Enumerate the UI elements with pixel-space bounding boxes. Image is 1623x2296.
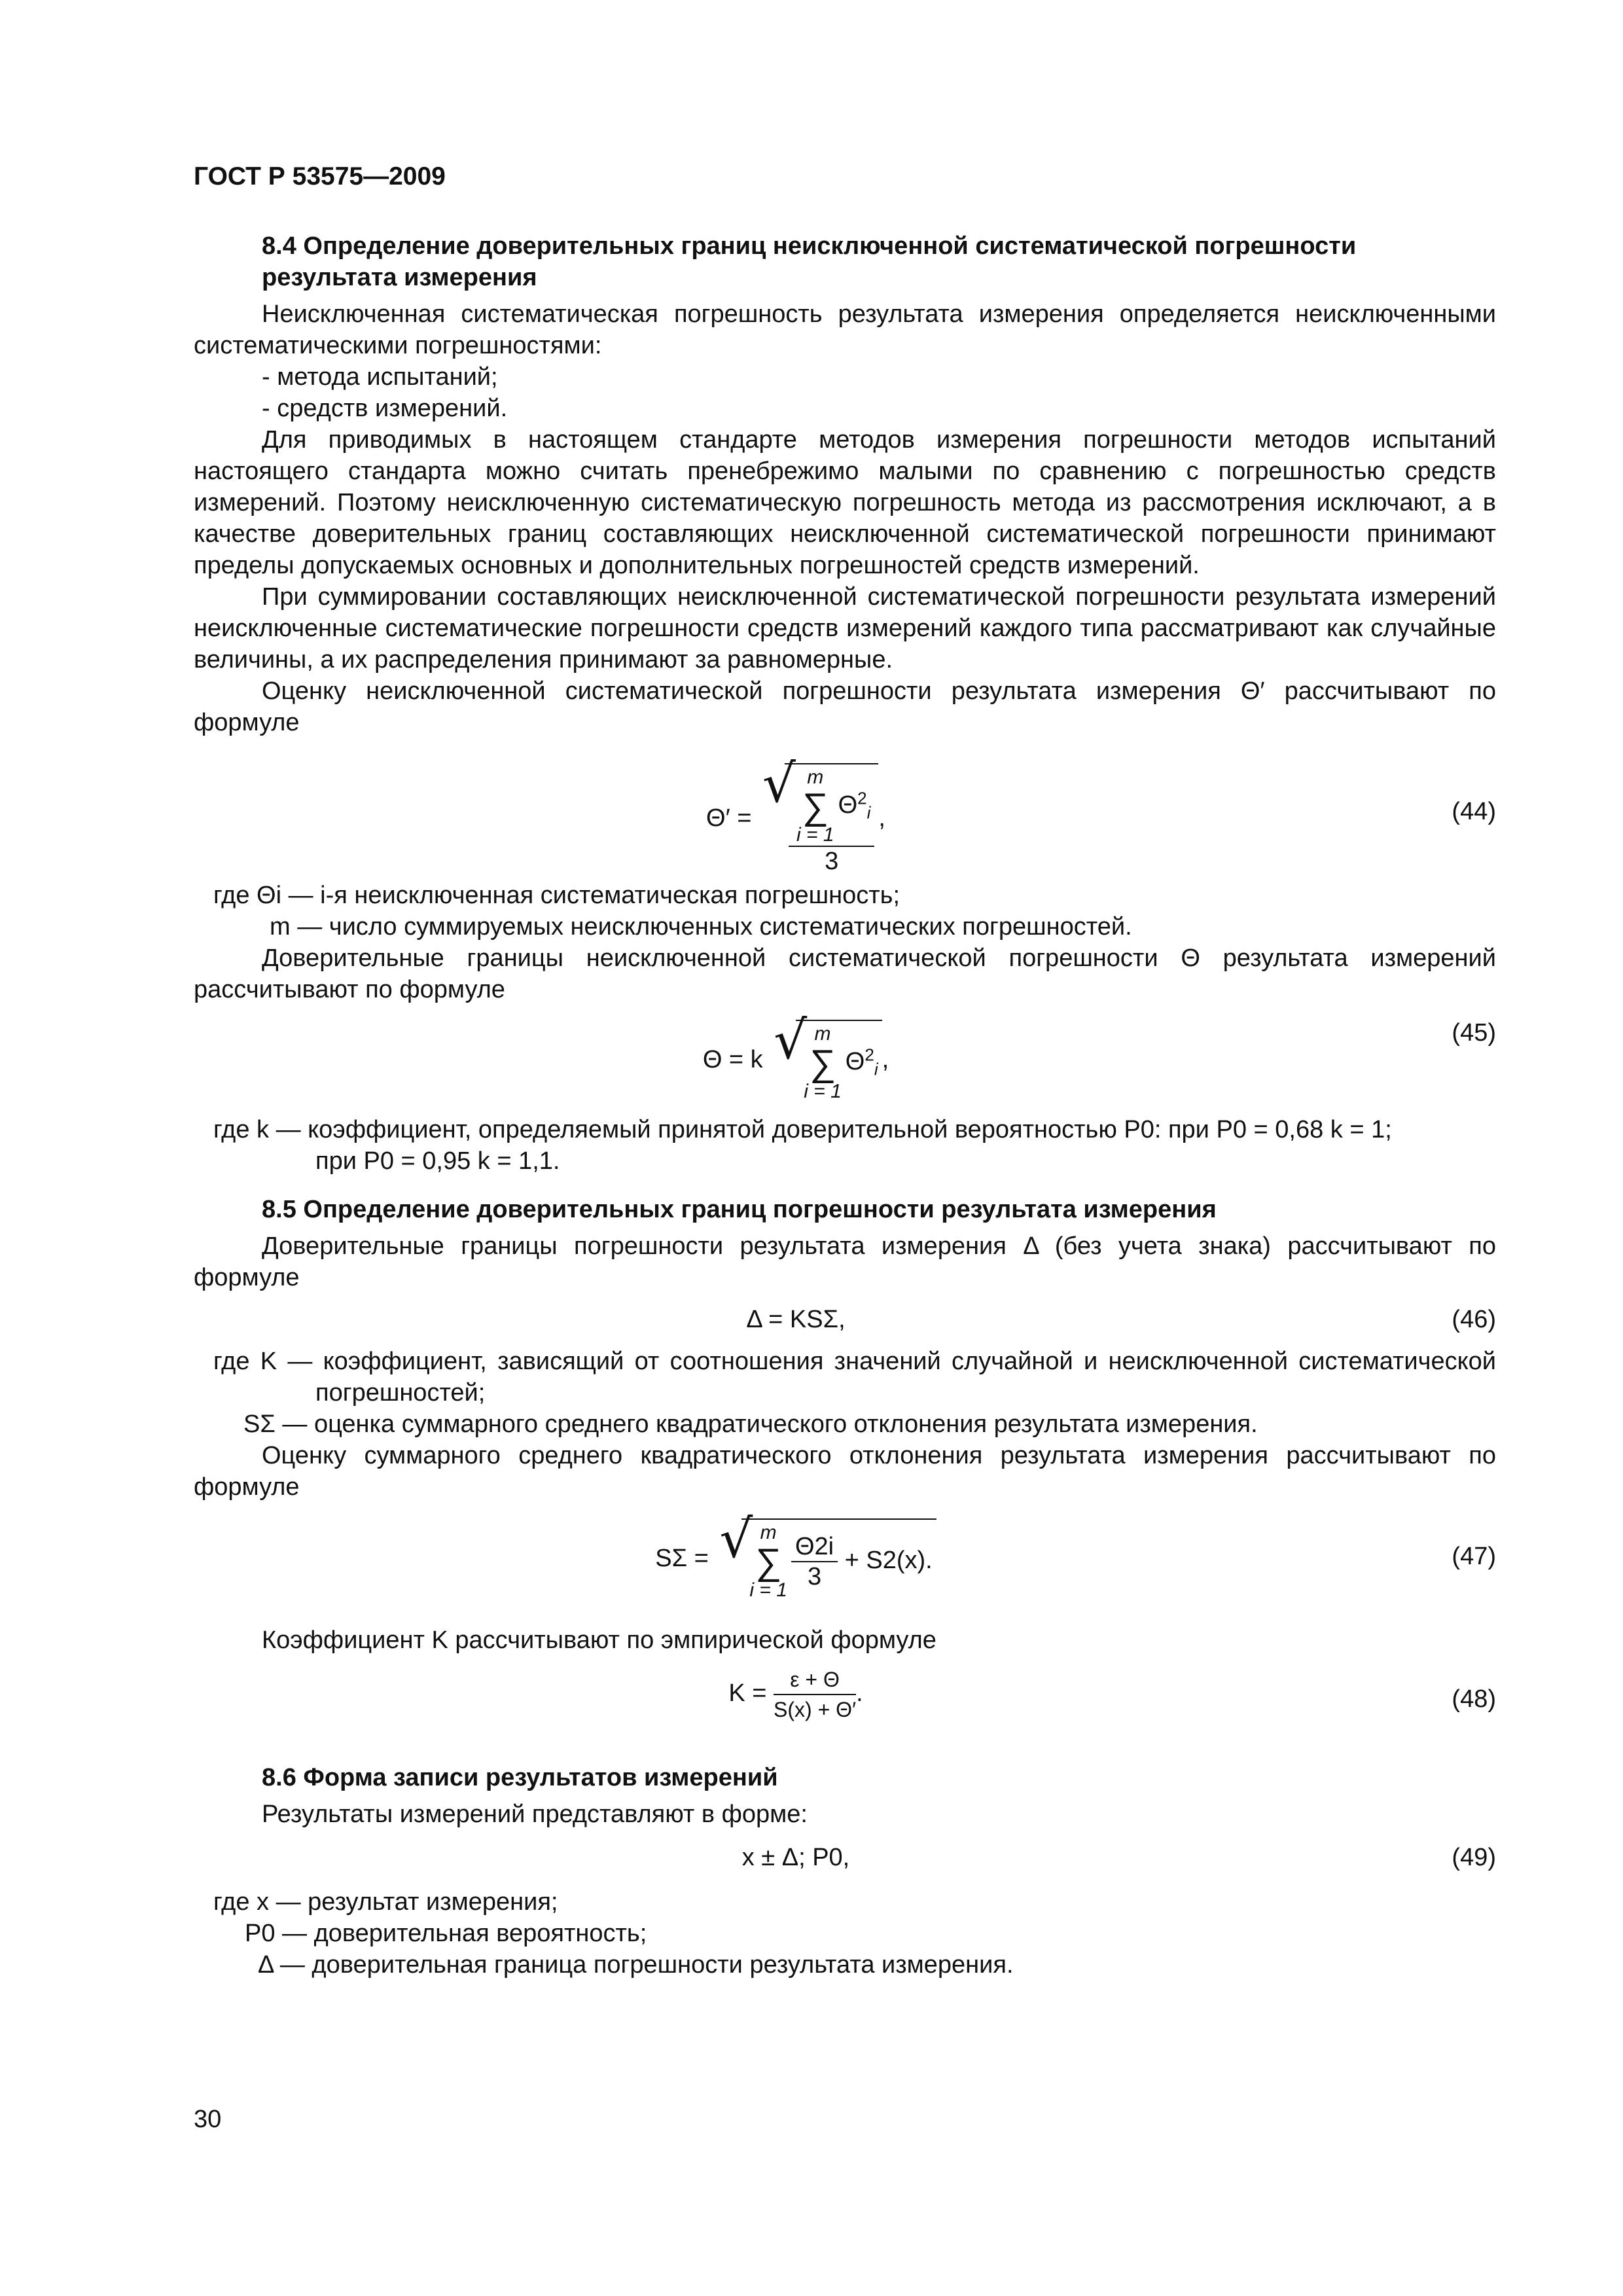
formula-46: [194, 1299, 1496, 1340]
sqrt-sign: [785, 763, 878, 876]
list-item: - средств измерений.: [262, 395, 508, 422]
formula-47: [194, 1508, 1496, 1619]
formula-48: K = $\frac{\varepsilon + \Theta}{S(x) + \Theta'}$ . (48): [194, 1661, 1496, 1740]
definition: при P0 = 0,95 k = 1,1.: [315, 1147, 560, 1175]
formula-49: [194, 1835, 1496, 1881]
formula-lhs: Θ = k: [702, 1046, 763, 1074]
definition: где k — коэффициент, определяемый принятой доверительной вероятностью P0: при P0 = 0,68 k = 1;: [213, 1116, 1392, 1143]
sum-symbol: √ m ∑ i = 1: [796, 766, 834, 846]
formula-expression: Δ = KSΣ,: [746, 1306, 846, 1333]
section-8-4-title: 8.4 Определение доверительных границ неисключенной систематической погрешности результата измерения: [262, 232, 1357, 291]
fraction: $\frac{\varepsilon + \Theta}{S(x) + \Theta'}$: [774, 1665, 856, 1724]
definition: где Θi — i-я неисключенная систематическая погрешность;: [213, 882, 901, 909]
section-8-6-title: 8.6 Форма записи результатов измерений: [262, 1764, 778, 1791]
paragraph: Для приводимых в настоящем стандарте методов измерения погрешности методов испытаний настоящего стандарта можно считать пренебрежимо малыми по сравнению с погрешностью средств измерений. Поэтому неисключенную систематическую погрешность метода из рассмотрения исключают, а в качестве доверительных границ составляющих неисключенной систематической погрешности принимают пределы допускаемых основных и дополнительных погрешностей средств измерений.: [194, 426, 1496, 579]
formula-expression: x ± Δ; P0,: [741, 1844, 850, 1871]
formula-number: (48): [1452, 1685, 1496, 1713]
formula-lhs: K =: [728, 1679, 767, 1708]
definition: P0 — доверительная вероятность;: [245, 1920, 647, 1947]
formula-lhs: Θ′ =: [706, 804, 752, 833]
paragraph: Доверительные границы неисключенной систематической погрешности Θ результата измерений рассчитывают по формуле: [194, 944, 1496, 1003]
paragraph: Коэффициент K рассчитывают по эмпирической формуле: [262, 1626, 936, 1654]
formula-number: (49): [1452, 1844, 1496, 1871]
page-number: 30: [194, 2106, 222, 2133]
fraction: $\frac{\Theta 2i}{3}$: [791, 1532, 838, 1591]
definition: где K — коэффициент, зависящий от соотношения значений случайной и неисключенной систематической погрешностей;: [213, 1348, 1496, 1407]
formula-number: (47): [1452, 1543, 1496, 1570]
formula-lhs: SΣ =: [655, 1545, 709, 1573]
definition: SΣ — оценка суммарного среднего квадратического отклонения результата измерения.: [243, 1410, 1258, 1438]
paragraph: Доверительные границы погрешности результата измерения Δ (без учета знака) рассчитывают по формуле: [194, 1232, 1496, 1291]
section-8-5-title: 8.5 Определение доверительных границ погрешности результата измерения: [262, 1196, 1217, 1223]
formula-44: Θ′ = √ m ∑ i = 1 $\Theta^2_i$ 3 , (44): [194, 744, 1496, 874]
fraction: √ m ∑ i = 1 $\Theta^2_i$ 3: [789, 767, 874, 876]
definition: Δ — доверительная граница погрешности результата измерения.: [258, 1951, 1014, 1979]
paragraph: Оценку суммарного среднего квадратического отклонения результата измерения рассчитывают по формуле: [194, 1442, 1496, 1501]
definition: где x — результат измерения;: [213, 1888, 558, 1916]
sqrt-sign: √ m ∑ i = 1 $\frac{\Theta 2i}{3}$ + S2(x).: [741, 1518, 936, 1601]
standard-id: ГОСТ Р 53575—2009: [194, 162, 446, 190]
formula-number: (44): [1452, 798, 1496, 825]
list-item: - метода испытаний;: [262, 363, 498, 391]
page-content: [194, 230, 1496, 1981]
sqrt-sign: √ m ∑ i = 1 $\Theta^2_i$: [796, 1020, 882, 1102]
paragraph: При суммировании составляющих неисключенной систематической погрешности результата измерений неисключенные систематические погрешности средств измерений каждого типа рассматривают как случайные величины, а их распределения принимают за равномерные.: [194, 583, 1496, 673]
paragraph: Результаты измерений представляют в форме:: [262, 1801, 808, 1828]
sum-symbol: √ m ∑ i = 1: [749, 1522, 787, 1601]
paragraph: Оценку неисключенной систематической погрешности результата измерения Θ′ рассчитывают по формуле: [194, 677, 1496, 736]
formula-number: (45): [1452, 1019, 1496, 1047]
formula-number: (46): [1452, 1306, 1496, 1333]
definition: m — число суммируемых неисключенных систематических погрешностей.: [270, 913, 1132, 941]
formula-45: Θ = k √ m ∑ i = 1 $\Theta^2_i$ , (45): [194, 1011, 1496, 1109]
paragraph: Неисключенная систематическая погрешность результата измерения определяется неисключенными систематическими погрешностями:: [194, 300, 1496, 359]
sum-symbol: √ m ∑ i = 1: [804, 1023, 842, 1102]
